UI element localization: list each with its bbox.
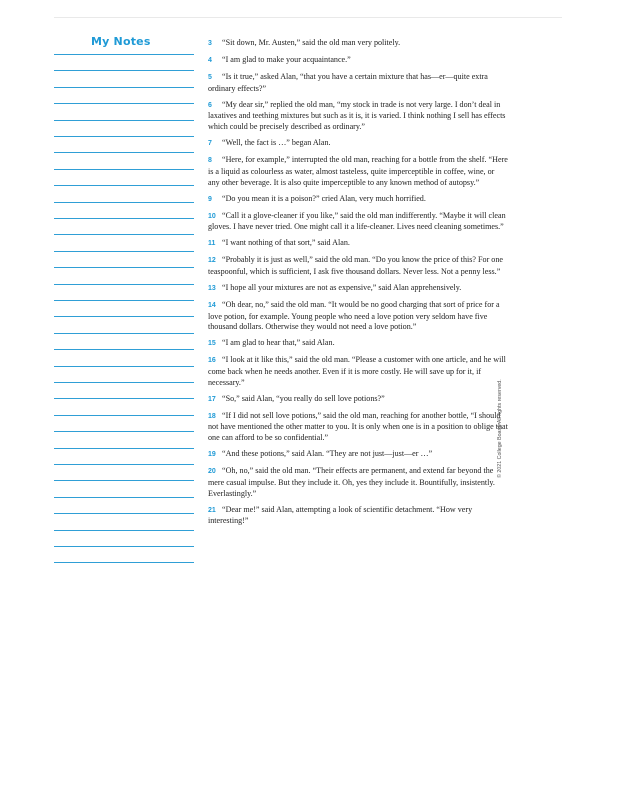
paragraph-text: “I look at it like this,” said the old man. “Please a customer with one article, and he will come back when he needs another. Even if it is more costly. He will save up for it, if necessary.”: [208, 355, 506, 387]
paragraph-number: 8: [208, 157, 212, 165]
paragraph-number: 12: [208, 257, 216, 265]
paragraph-text: “Oh dear, no,” said the old man. “It would be no good charging that sort of price for a love potion, for example. Young people who need a love potion very seldom have five thousand dollars. Otherwise they would not need a love potion.”: [208, 299, 500, 332]
paragraph-text: “Oh, no,” said the old man. “Their effects are permanent, and extend far beyond the mere casual impulse. But they include it. Oh, yes they include it. Bountifully, insistently. Everlastingly.”: [208, 466, 495, 498]
note-line: [54, 54, 194, 55]
paragraph-text: “Well, the fact is …” began Alan.: [222, 138, 331, 148]
note-line: [54, 562, 194, 563]
paragraph-number: 17: [208, 395, 216, 403]
paragraph: [208, 283, 508, 295]
paragraph: [208, 211, 508, 233]
paragraph: [208, 55, 508, 67]
note-line: [54, 382, 194, 383]
paragraph-number: 15: [208, 340, 216, 348]
paragraph-number: 4: [208, 57, 212, 64]
paragraph: [208, 338, 508, 350]
note-line: [54, 530, 194, 531]
paragraph: [208, 238, 508, 250]
paragraph-text: “I want nothing of that sort,” said Alan.: [222, 238, 350, 248]
paragraph-number: 11: [208, 240, 216, 248]
paragraph: [208, 100, 508, 133]
paragraph-number: 14: [208, 301, 216, 309]
paragraph: [208, 138, 508, 150]
copyright-notice: © 2021 College Board. All rights reserved.: [497, 379, 503, 478]
note-line: [54, 103, 194, 104]
note-line: [54, 251, 194, 252]
paragraph-text: “I hope all your mixtures are not as expensive,” said Alan apprehensively.: [222, 282, 462, 292]
note-line: [54, 185, 194, 186]
paragraph: [208, 38, 508, 50]
note-line: [54, 136, 194, 137]
paragraph-number: 5: [208, 74, 212, 81]
note-line: [54, 497, 194, 498]
note-line: [54, 267, 194, 268]
paragraph-text: “And these potions,” said Alan. “They are not just—just—er …”: [222, 449, 433, 459]
top-rule: [54, 17, 562, 18]
paragraph: [208, 449, 508, 461]
paragraph: [208, 466, 508, 499]
note-line: [54, 333, 194, 334]
paragraph: [208, 72, 508, 94]
paragraph-text: “Sit down, Mr. Austen,” said the old man very politely.: [222, 38, 401, 47]
paragraph-number: 13: [208, 284, 216, 292]
paragraph-text: “Probably it is just as well,” said the old man. “Do you know the price of this? For one teaspoonful, which is sufficient, I ask five thousand dollars. Never less. Not a penny less.”: [208, 255, 503, 276]
note-line: [54, 234, 194, 235]
paragraph-text: “Call it a glove-cleaner if you like,” said the old man indifferently. “Maybe it will clean gloves. I have never tried. One might call it a life-cleaner. Lives need cleaning sometimes.”: [208, 210, 506, 232]
paragraph-text: “Dear me!” said Alan, attempting a look of scientific detachment. “How very interesting!”: [208, 504, 473, 526]
note-line: [54, 70, 194, 71]
paragraph: [208, 194, 508, 206]
paragraph: [208, 411, 508, 444]
paragraph-text: “Here, for example,” interrupted the old man, reaching for a bottle from the shelf. “Here is a liquid as colourless as water, almost tasteless, quite imperceptible in coffee, wine, or any other beverage. It is also quite imperceptible to any known method of autopsy.”: [208, 155, 508, 187]
note-line: [54, 513, 194, 514]
note-line: [54, 415, 194, 416]
note-line: [54, 169, 194, 170]
paragraph-number: 10: [208, 212, 216, 220]
paragraph-text: “Do you mean it is a poison?” cried Alan, very much horrified.: [222, 193, 426, 203]
note-line: [54, 448, 194, 449]
paragraph-text: “I am glad to hear that,” said Alan.: [222, 338, 335, 348]
paragraph-text: “My dear sir,” replied the old man, “my stock in trade is not very large. I don’t deal in laxatives and teething mixtures but such as it is, it is varied. I think nothing I sell has effects which could be precisely described as ordinary.”: [208, 99, 506, 132]
note-line: [54, 120, 194, 121]
paragraph-number: 3: [208, 40, 212, 47]
note-line: [54, 546, 194, 547]
note-line: [54, 300, 194, 301]
note-line: [54, 218, 194, 219]
note-line: [54, 464, 194, 465]
note-line: [54, 398, 194, 399]
paragraph: [208, 355, 508, 388]
paragraph-number: 9: [208, 195, 212, 203]
paragraph-text: “Is it true,” asked Alan, “that you have a certain mixture that has—er—quite extra ordinary effects?”: [208, 72, 488, 93]
paragraph: [208, 505, 508, 527]
paragraph-number: 20: [208, 468, 216, 476]
paragraph: [208, 155, 508, 188]
paragraph: [208, 300, 508, 333]
note-line: [54, 87, 194, 88]
paragraph: [208, 394, 508, 406]
paragraph-number: 16: [208, 357, 216, 365]
note-line: [54, 152, 194, 153]
note-line: [54, 431, 194, 432]
note-line: [54, 202, 194, 203]
paragraph-number: 19: [208, 451, 216, 459]
my-notes-title: My Notes: [91, 35, 151, 48]
note-line: [54, 349, 194, 350]
note-line: [54, 284, 194, 285]
paragraph-text: “If I did not sell love potions,” said the old man, reaching for another bottle, “I should not have mentioned the other matter to you. It is only when one is in a position to oblige that one can afford to be so confidential.”: [208, 410, 508, 443]
paragraph-text: “So,” said Alan, “you really do sell love potions?”: [222, 393, 385, 403]
paragraph: [208, 255, 508, 277]
paragraph-number: 18: [208, 412, 216, 420]
story-text: [208, 38, 508, 532]
note-line: [54, 366, 194, 367]
note-line: [54, 316, 194, 317]
paragraph-number: 21: [208, 506, 216, 514]
paragraph-text: “I am glad to make your acquaintance.”: [222, 55, 351, 64]
paragraph-number: 6: [208, 101, 212, 109]
paragraph-number: 7: [208, 140, 212, 148]
note-line: [54, 480, 194, 481]
